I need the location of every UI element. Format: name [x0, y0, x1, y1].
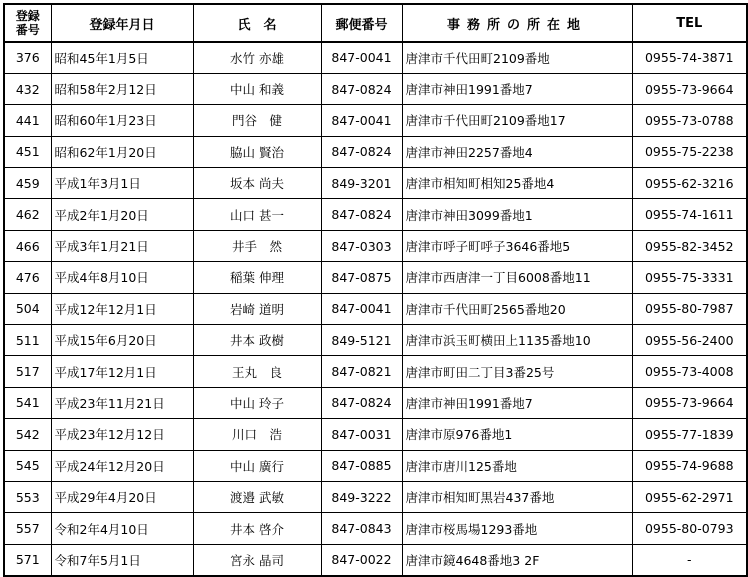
- cell-postal-code: 849-3222: [321, 481, 402, 512]
- cell-registration-number: 511: [4, 325, 51, 356]
- cell-name: 中山 玲子: [193, 387, 321, 418]
- table-row: [4, 419, 747, 450]
- cell-postal-code: 849-5121: [321, 325, 402, 356]
- cell-tel: 0955-75-3331: [632, 262, 747, 293]
- cell-registration-date: 昭和60年1月23日: [51, 105, 193, 136]
- cell-name: 川口 浩: [193, 419, 321, 450]
- cell-registration-number: 451: [4, 136, 51, 167]
- cell-office-address: 唐津市桜馬場1293番地: [402, 513, 632, 544]
- header-reg-line1: 登録: [15, 9, 40, 23]
- cell-registration-date: 平成24年12月20日: [51, 450, 193, 481]
- cell-name: 井手 然: [193, 230, 321, 261]
- table-row: [4, 136, 747, 167]
- cell-office-address: 唐津市千代田町2565番地20: [402, 293, 632, 324]
- cell-registration-date: 昭和62年1月20日: [51, 136, 193, 167]
- cell-registration-number: 476: [4, 262, 51, 293]
- cell-tel: 0955-74-1611: [632, 199, 747, 230]
- cell-postal-code: 847-0041: [321, 42, 402, 73]
- cell-tel: 0955-77-1839: [632, 419, 747, 450]
- cell-office-address: 唐津市相知町相知25番地4: [402, 168, 632, 199]
- header-office-address: 事務所の所在地: [402, 4, 632, 42]
- cell-name: 山口 甚一: [193, 199, 321, 230]
- table-row: [4, 325, 747, 356]
- cell-office-address: 唐津市鏡4648番地3 2F: [402, 544, 632, 575]
- cell-registration-date: 平成23年11月21日: [51, 387, 193, 418]
- table-row: [4, 230, 747, 261]
- table-row: [4, 168, 747, 199]
- cell-office-address: 唐津市相知町黒岩437番地: [402, 481, 632, 512]
- table-row: [4, 293, 747, 324]
- cell-registration-date: 平成2年1月20日: [51, 199, 193, 230]
- cell-name: 門谷 健: [193, 105, 321, 136]
- cell-tel: 0955-75-2238: [632, 136, 747, 167]
- cell-office-address: 唐津市原976番地1: [402, 419, 632, 450]
- cell-tel: 0955-74-3871: [632, 42, 747, 73]
- cell-tel: 0955-73-9664: [632, 387, 747, 418]
- cell-tel: 0955-74-9688: [632, 450, 747, 481]
- table-row: [4, 387, 747, 418]
- cell-postal-code: 849-3201: [321, 168, 402, 199]
- cell-office-address: 唐津市神田1991番地7: [402, 387, 632, 418]
- header-tel: TEL: [632, 4, 747, 42]
- cell-office-address: 唐津市唐川125番地: [402, 450, 632, 481]
- cell-registration-number: 557: [4, 513, 51, 544]
- table-row: [4, 42, 747, 73]
- header-postal-code: 郵便番号: [321, 4, 402, 42]
- cell-tel: 0955-73-4008: [632, 356, 747, 387]
- cell-registration-number: 459: [4, 168, 51, 199]
- cell-postal-code: 847-0824: [321, 73, 402, 104]
- cell-postal-code: 847-0824: [321, 387, 402, 418]
- cell-postal-code: 847-0843: [321, 513, 402, 544]
- cell-registration-date: 平成1年3月1日: [51, 168, 193, 199]
- cell-office-address: 唐津市千代田町2109番地17: [402, 105, 632, 136]
- cell-tel: 0955-73-0788: [632, 105, 747, 136]
- cell-office-address: 唐津市浜玉町横田上1135番地10: [402, 325, 632, 356]
- cell-registration-date: 平成15年6月20日: [51, 325, 193, 356]
- table-header: [4, 4, 747, 42]
- cell-registration-date: 平成4年8月10日: [51, 262, 193, 293]
- cell-tel: 0955-62-2971: [632, 481, 747, 512]
- cell-postal-code: 847-0031: [321, 419, 402, 450]
- table-row: [4, 73, 747, 104]
- cell-registration-number: 541: [4, 387, 51, 418]
- cell-registration-number: 542: [4, 419, 51, 450]
- cell-tel: -: [632, 544, 747, 575]
- cell-registration-number: 466: [4, 230, 51, 261]
- table-row: [4, 262, 747, 293]
- cell-name: 王丸 良: [193, 356, 321, 387]
- cell-office-address: 唐津市神田2257番地4: [402, 136, 632, 167]
- header-registration-number: [4, 4, 51, 42]
- header-name: 氏 名: [193, 4, 321, 42]
- cell-office-address: 唐津市町田二丁目3番25号: [402, 356, 632, 387]
- cell-name: 中山 和義: [193, 73, 321, 104]
- cell-registration-number: 504: [4, 293, 51, 324]
- cell-postal-code: 847-0041: [321, 105, 402, 136]
- cell-office-address: 唐津市西唐津一丁目6008番地11: [402, 262, 632, 293]
- header-registration-date: 登録年月日: [51, 4, 193, 42]
- cell-registration-date: 令和7年5月1日: [51, 544, 193, 575]
- header-row: [4, 4, 747, 42]
- cell-office-address: 唐津市呼子町呼子3646番地5: [402, 230, 632, 261]
- cell-office-address: 唐津市神田3099番地1: [402, 199, 632, 230]
- table-row: [4, 199, 747, 230]
- registry-table: [3, 3, 748, 577]
- header-reg-line2: 番号: [15, 23, 40, 37]
- cell-registration-date: 平成3年1月21日: [51, 230, 193, 261]
- cell-name: 稲葉 伸理: [193, 262, 321, 293]
- cell-name: 井本 政樹: [193, 325, 321, 356]
- cell-name: 宮永 晶司: [193, 544, 321, 575]
- cell-name: 岩崎 道明: [193, 293, 321, 324]
- cell-registration-date: 平成17年12月1日: [51, 356, 193, 387]
- cell-registration-number: 553: [4, 481, 51, 512]
- table-row: [4, 105, 747, 136]
- cell-name: 渡邉 武敏: [193, 481, 321, 512]
- cell-registration-date: 平成29年4月20日: [51, 481, 193, 512]
- cell-name: 中山 廣行: [193, 450, 321, 481]
- cell-postal-code: 847-0022: [321, 544, 402, 575]
- cell-tel: 0955-62-3216: [632, 168, 747, 199]
- cell-registration-number: 432: [4, 73, 51, 104]
- cell-tel: 0955-56-2400: [632, 325, 747, 356]
- registry-table-wrapper: [3, 3, 748, 577]
- cell-name: 坂本 尚夫: [193, 168, 321, 199]
- cell-registration-number: 571: [4, 544, 51, 575]
- cell-postal-code: 847-0875: [321, 262, 402, 293]
- cell-registration-number: 376: [4, 42, 51, 73]
- cell-postal-code: 847-0821: [321, 356, 402, 387]
- cell-registration-date: 昭和58年2月12日: [51, 73, 193, 104]
- cell-postal-code: 847-0041: [321, 293, 402, 324]
- cell-office-address: 唐津市神田1991番地7: [402, 73, 632, 104]
- cell-tel: 0955-80-0793: [632, 513, 747, 544]
- cell-postal-code: 847-0824: [321, 136, 402, 167]
- cell-tel: 0955-82-3452: [632, 230, 747, 261]
- cell-registration-number: 517: [4, 356, 51, 387]
- cell-registration-date: 昭和45年1月5日: [51, 42, 193, 73]
- cell-registration-date: 平成12年12月1日: [51, 293, 193, 324]
- cell-registration-number: 545: [4, 450, 51, 481]
- cell-office-address: 唐津市千代田町2109番地: [402, 42, 632, 73]
- table-row: [4, 544, 747, 575]
- cell-name: 井本 啓介: [193, 513, 321, 544]
- cell-postal-code: 847-0824: [321, 199, 402, 230]
- cell-name: 水竹 亦雄: [193, 42, 321, 73]
- cell-postal-code: 847-0303: [321, 230, 402, 261]
- cell-registration-date: 令和2年4月10日: [51, 513, 193, 544]
- table-body: [4, 42, 747, 576]
- cell-name: 脇山 賢治: [193, 136, 321, 167]
- cell-postal-code: 847-0885: [321, 450, 402, 481]
- table-row: [4, 450, 747, 481]
- table-row: [4, 481, 747, 512]
- cell-tel: 0955-80-7987: [632, 293, 747, 324]
- table-row: [4, 513, 747, 544]
- cell-registration-number: 462: [4, 199, 51, 230]
- cell-registration-number: 441: [4, 105, 51, 136]
- cell-tel: 0955-73-9664: [632, 73, 747, 104]
- table-row: [4, 356, 747, 387]
- cell-registration-date: 平成23年12月12日: [51, 419, 193, 450]
